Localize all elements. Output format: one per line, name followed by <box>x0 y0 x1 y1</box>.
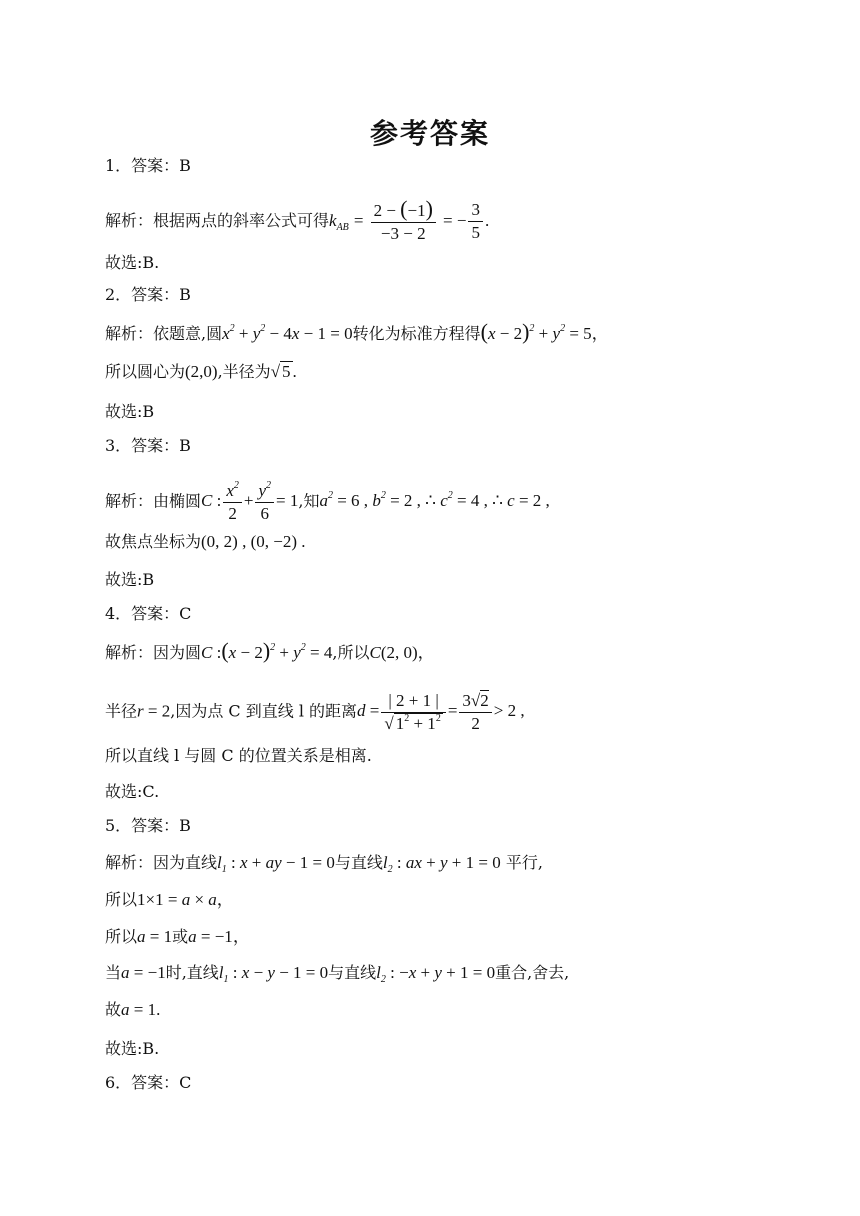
q5-a-pos: a = 1 <box>137 927 173 946</box>
q3-values: $a^2 = 6$ , $b^2 = 2$ , ∴ $c^2 = 4$ , ∴ c = 2 , <box>319 490 550 511</box>
q4-center: C(2, 0) <box>369 643 418 662</box>
q5-therefore-line: 故a = 1. <box>105 1000 161 1019</box>
q2-center-line: 所以圆心为(2,0),半径为√ 5 . <box>105 362 297 381</box>
q3-foci-line <box>105 532 306 552</box>
q5-when-mid2: 与直线 <box>328 963 377 982</box>
q4-conclusion: 故选:C. <box>105 782 160 801</box>
q5-expl-suffix: 平行, <box>505 853 543 872</box>
q5-when-suffix: 重合,舍去, <box>495 963 570 982</box>
q2-general-eq: $x^2 + y^2 - 4x - 1 = 0$ <box>222 323 353 343</box>
q5-when-line <box>105 963 569 983</box>
q4-radius-line <box>105 690 525 735</box>
q3-answer: 3．答案：B <box>105 436 191 455</box>
q5-explanation <box>105 853 543 873</box>
q5-when-line1: $l_1$ : x − y − 1 = 0 <box>218 963 329 985</box>
q6-answer: 6．答案：C <box>105 1073 192 1092</box>
q2-answer: 2．答案：B <box>105 285 191 304</box>
q4-expl-prefix: 解析：因为圆 <box>105 643 202 662</box>
q4-expl-mid: ,所以 <box>332 643 370 662</box>
q1-conclusion: 故选:B. <box>105 253 160 272</box>
q3-expl-mid: ,知 <box>298 491 320 511</box>
q4-explanation: 解析：因为圆C :(x − $2)^2 + y^2 = 4$,所以C(2, 0)， <box>105 638 435 663</box>
q3-foci-prefix: 故焦点坐标为 <box>105 532 202 551</box>
q3-expl-prefix: 解析：由椭圆 <box>105 491 202 511</box>
q4-radius-mid: ,因为点 C 到直线 l 的距离 <box>170 701 358 721</box>
q5-so2-line: 所以a = 1或a = −1， <box>105 927 250 946</box>
q1-formula: $k_{AB}$ = $\frac{2 - (-1)}{-3 - 2}$ = − $\frac{3}{5}$ . <box>329 196 490 243</box>
q5-a-neg: a = −1 <box>188 927 233 946</box>
q5-result: a = 1 <box>121 1000 157 1019</box>
q2-center-mid: ,半径为 <box>217 362 271 381</box>
q4-answer: 4．答案：C <box>105 604 192 623</box>
q1-explanation <box>105 198 489 245</box>
q3-ellipse-eq: C : $\frac{x^2}{2}$ + $\frac{y^2}{6}$ = 1 <box>201 480 299 523</box>
q5-expl-prefix: 解析：因为直线 <box>105 853 218 872</box>
q5-conclusion: 故选:B. <box>105 1039 160 1058</box>
q2-explanation: 解析：依题意,圆$x^2 + y^2 - 4x - 1 = 0$转化为标准方程得$(x - 2)^2 + y^2 = 5$， <box>105 319 609 344</box>
q2-center-prefix: 所以圆心为 <box>105 362 186 381</box>
q4-circle-eq: C :(x − $2)^2 + y^2 = 4$ <box>201 638 333 663</box>
q5-so2-mid: 或 <box>172 927 189 946</box>
q5-so1: 所以 <box>105 890 138 909</box>
q2-center: (2,0) <box>185 362 218 381</box>
q4-relation: 所以直线 l 与圆 C 的位置关系是相离. <box>105 746 372 765</box>
q3-foci: (0, 2) , (0, −2) . <box>201 532 306 551</box>
q5-so2: 所以 <box>105 927 138 946</box>
q2-radius: √ 5 <box>270 362 291 381</box>
q5-line1: $l_1$ : x + ay − 1 = 0 <box>217 853 335 875</box>
q5-expl-mid: 与直线 <box>334 853 383 872</box>
q2-standard-eq: $(x - 2)^2 + y^2 = 5$ <box>480 319 592 344</box>
q4-radius-prefix: 半径 <box>105 701 138 721</box>
q5-so1-line: 所以1×1 = a × a， <box>105 890 234 909</box>
q4-distance: d = $\frac{| 2 + 1 |}{√ 1^2 + 1^2}$ = $\frac{3√2}{2}$ > 2 , <box>357 691 525 733</box>
q5-therefore: 故 <box>105 1000 122 1019</box>
page-title: 参考答案 <box>369 117 490 150</box>
q5-line2: $l_2$ : ax + y + 1 = 0 <box>382 853 501 875</box>
q1-expl-prefix: 解析：根据两点的斜率公式可得 <box>105 211 330 230</box>
q2-expl-mid: 转化为标准方程得 <box>352 324 481 343</box>
q2-conclusion: 故选:B <box>105 402 155 421</box>
q1-answer: 1．答案：B <box>105 156 191 175</box>
q5-when-line2: $l_2$ : −x + y + 1 = 0 <box>376 963 496 985</box>
q3-explanation <box>105 480 550 525</box>
q5-when-mid: 时,直线 <box>165 963 219 982</box>
q5-when: 当 <box>105 963 122 982</box>
q2-expl-prefix: 解析：依题意,圆 <box>105 324 223 343</box>
q4-radius: r = 2 <box>137 701 171 721</box>
q3-conclusion: 故选:B <box>105 570 155 589</box>
q5-answer: 5．答案：B <box>105 816 191 835</box>
q5-when-a: a = −1 <box>121 963 166 982</box>
q5-product-eq: 1×1 = a × a <box>137 890 217 909</box>
